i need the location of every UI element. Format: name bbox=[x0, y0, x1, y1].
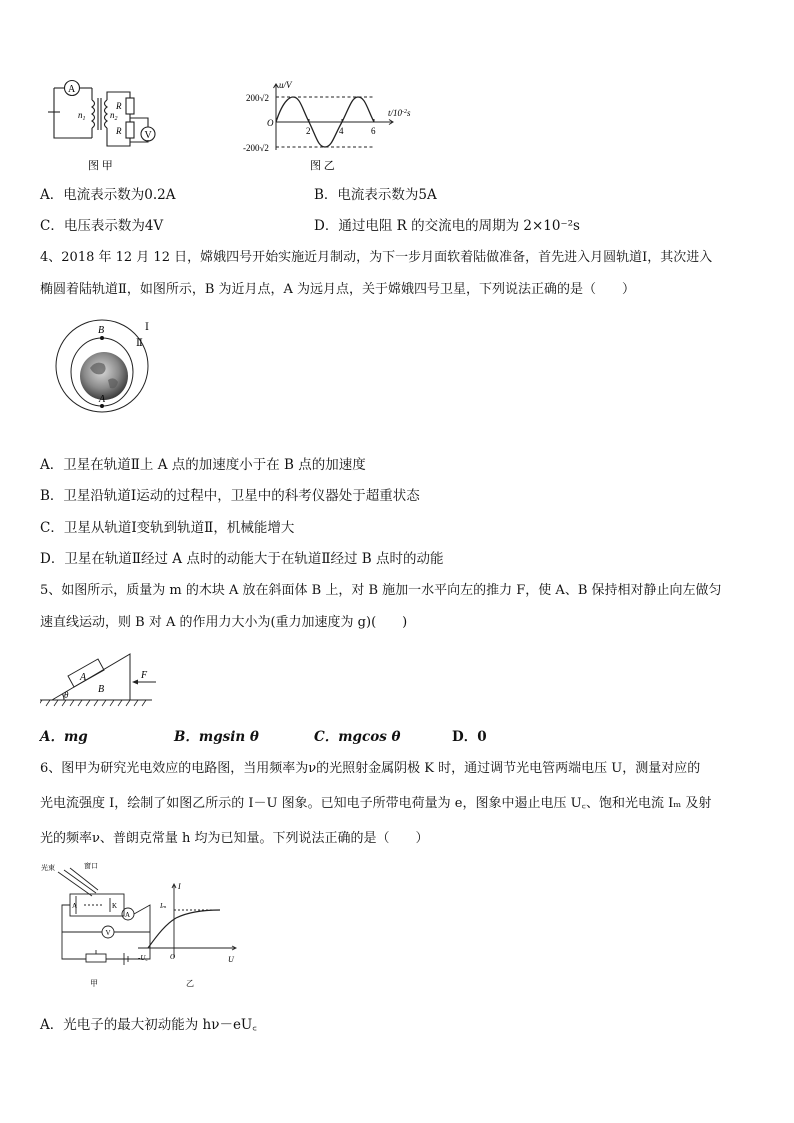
tick-label-2: 2 bbox=[306, 126, 311, 136]
q4-option-d: D．卫星在轨道Ⅱ经过 A 点时的动能大于在轨道Ⅱ经过 B 点时的动能 bbox=[40, 551, 444, 567]
q6-option-a: A．光电子的最大初动能为 hν－eU꜀ bbox=[40, 1017, 257, 1033]
stopping-voltage-label: -U꜀ bbox=[138, 954, 148, 962]
angle-theta-label: θ bbox=[64, 690, 69, 700]
block-a-label: A bbox=[80, 672, 87, 683]
incline-figure bbox=[40, 646, 170, 712]
q4-option-a: A．卫星在轨道Ⅱ上 A 点的加速度小于在 B 点的加速度 bbox=[40, 457, 366, 473]
q4-option-b: B．卫星沿轨道Ⅰ运动的过程中，卫星中的科考仪器处于超重状态 bbox=[40, 488, 420, 504]
y-min-label: -200√2 bbox=[243, 143, 269, 153]
point-a-label: A bbox=[99, 394, 106, 405]
q3-option-d: D．通过电阻 R 的交流电的周期为 2×10⁻²s bbox=[314, 218, 580, 234]
q6-stem-line3: 光的频率ν、普朗克常量 h 均为已知量。下列说法正确的是（ ） bbox=[40, 831, 429, 846]
orbit-figure bbox=[42, 318, 172, 414]
n1-label: $n_1$ bbox=[78, 110, 86, 122]
voltage-axis-label: U bbox=[228, 955, 234, 964]
anode-label: A bbox=[72, 902, 78, 910]
q4-stem-line2: 椭圆着陆轨道Ⅱ，如图所示，B 为近月点，A 为远月点，关于嫦娥四号卫星，下列说法正确的是（ ） bbox=[40, 282, 636, 297]
origin-label: O bbox=[267, 118, 274, 128]
tick-label-6: 6 bbox=[371, 126, 376, 136]
ammeter-symbol: A bbox=[68, 84, 76, 95]
q4-stem-line1: 4、2018 年 12 月 12 日，嫦娥四号开始实施近月制动，为下一步月面软着陆做准备，首先进入月圆轨道Ⅰ，其次进入 bbox=[40, 250, 713, 265]
q6-stem-line2: 光电流强度 I，绘制了如图乙所示的 I－U 图象。已知电子所带电荷量为 e，图象中遏止电压 U꜀、饱和光电流 Iₘ 及射 bbox=[40, 796, 712, 811]
sine-wave-figure-yi bbox=[238, 78, 448, 174]
force-f-label: F bbox=[141, 670, 148, 681]
point-b-label: B bbox=[98, 325, 105, 336]
orbit-1-label: Ⅰ bbox=[145, 322, 149, 333]
wedge-b-label: B bbox=[98, 684, 105, 695]
q5-option-d: D．0 bbox=[452, 729, 487, 745]
q5-stem-line2: 速直线运动，则 B 对 A 的作用力大小为(重力加速度为 g)( ) bbox=[40, 615, 408, 630]
light-beam-label: 光束 bbox=[41, 864, 55, 872]
q3-option-a: A．电流表示数为0.2A bbox=[40, 187, 176, 203]
cathode-k-label: K bbox=[112, 902, 118, 910]
figure-jia-caption: 图 甲 bbox=[88, 160, 113, 172]
q6-stem-line1: 6、图甲为研究光电效应的电路图，当用频率为ν的光照射金属阴极 K 时，通过调节光电管两端电压 U，测量对应的 bbox=[40, 761, 701, 776]
saturation-current-label: Iₘ bbox=[160, 902, 167, 910]
q5-option-a: A．mg bbox=[40, 729, 88, 745]
point-b-marker bbox=[100, 336, 104, 340]
figure-yi-label-q6: 乙 bbox=[186, 979, 194, 988]
current-axis-label: I bbox=[178, 882, 181, 891]
y-max-label: 200√2 bbox=[246, 93, 269, 103]
tick-label-4: 4 bbox=[339, 126, 344, 136]
figure-yi-caption: 图 乙 bbox=[310, 160, 335, 172]
figure-jia-label-q6: 甲 bbox=[90, 979, 98, 988]
orbit-2-label: Ⅱ bbox=[136, 338, 143, 349]
y-axis-label: u/V bbox=[279, 80, 292, 90]
resistor-top-label: R bbox=[116, 101, 122, 111]
voltmeter-symbol-q6: V bbox=[105, 929, 111, 937]
q4-option-c: C．卫星从轨道Ⅰ变轨到轨道Ⅱ，机械能增大 bbox=[40, 520, 295, 536]
q5-option-c: C．mgcos θ bbox=[314, 729, 401, 745]
x-axis-label: $t/10^{-2}s$ bbox=[388, 108, 411, 118]
q3-option-c: C．电压表示数为4V bbox=[40, 218, 164, 234]
moon-globe bbox=[80, 352, 128, 400]
ammeter-symbol-q6: A bbox=[125, 911, 131, 919]
graph-origin-label: O bbox=[170, 953, 176, 961]
q5-stem-line1: 5、如图所示，质量为 m 的木块 A 放在斜面体 B 上，对 B 施加一水平向左的推力 F，使 A、B 保持相对静止向左做匀 bbox=[40, 583, 722, 598]
photoelectric-figures bbox=[40, 862, 250, 992]
circuit-figure-jia bbox=[40, 78, 170, 174]
q3-option-b: B．电流表示数为5A bbox=[314, 187, 437, 203]
window-label: 窗口 bbox=[84, 862, 98, 870]
voltmeter-symbol: V bbox=[144, 130, 152, 141]
n2-label: $n_2$ bbox=[110, 110, 118, 122]
resistor-bottom-label: R bbox=[116, 126, 122, 136]
q5-option-b: B．mgsin θ bbox=[174, 729, 259, 745]
